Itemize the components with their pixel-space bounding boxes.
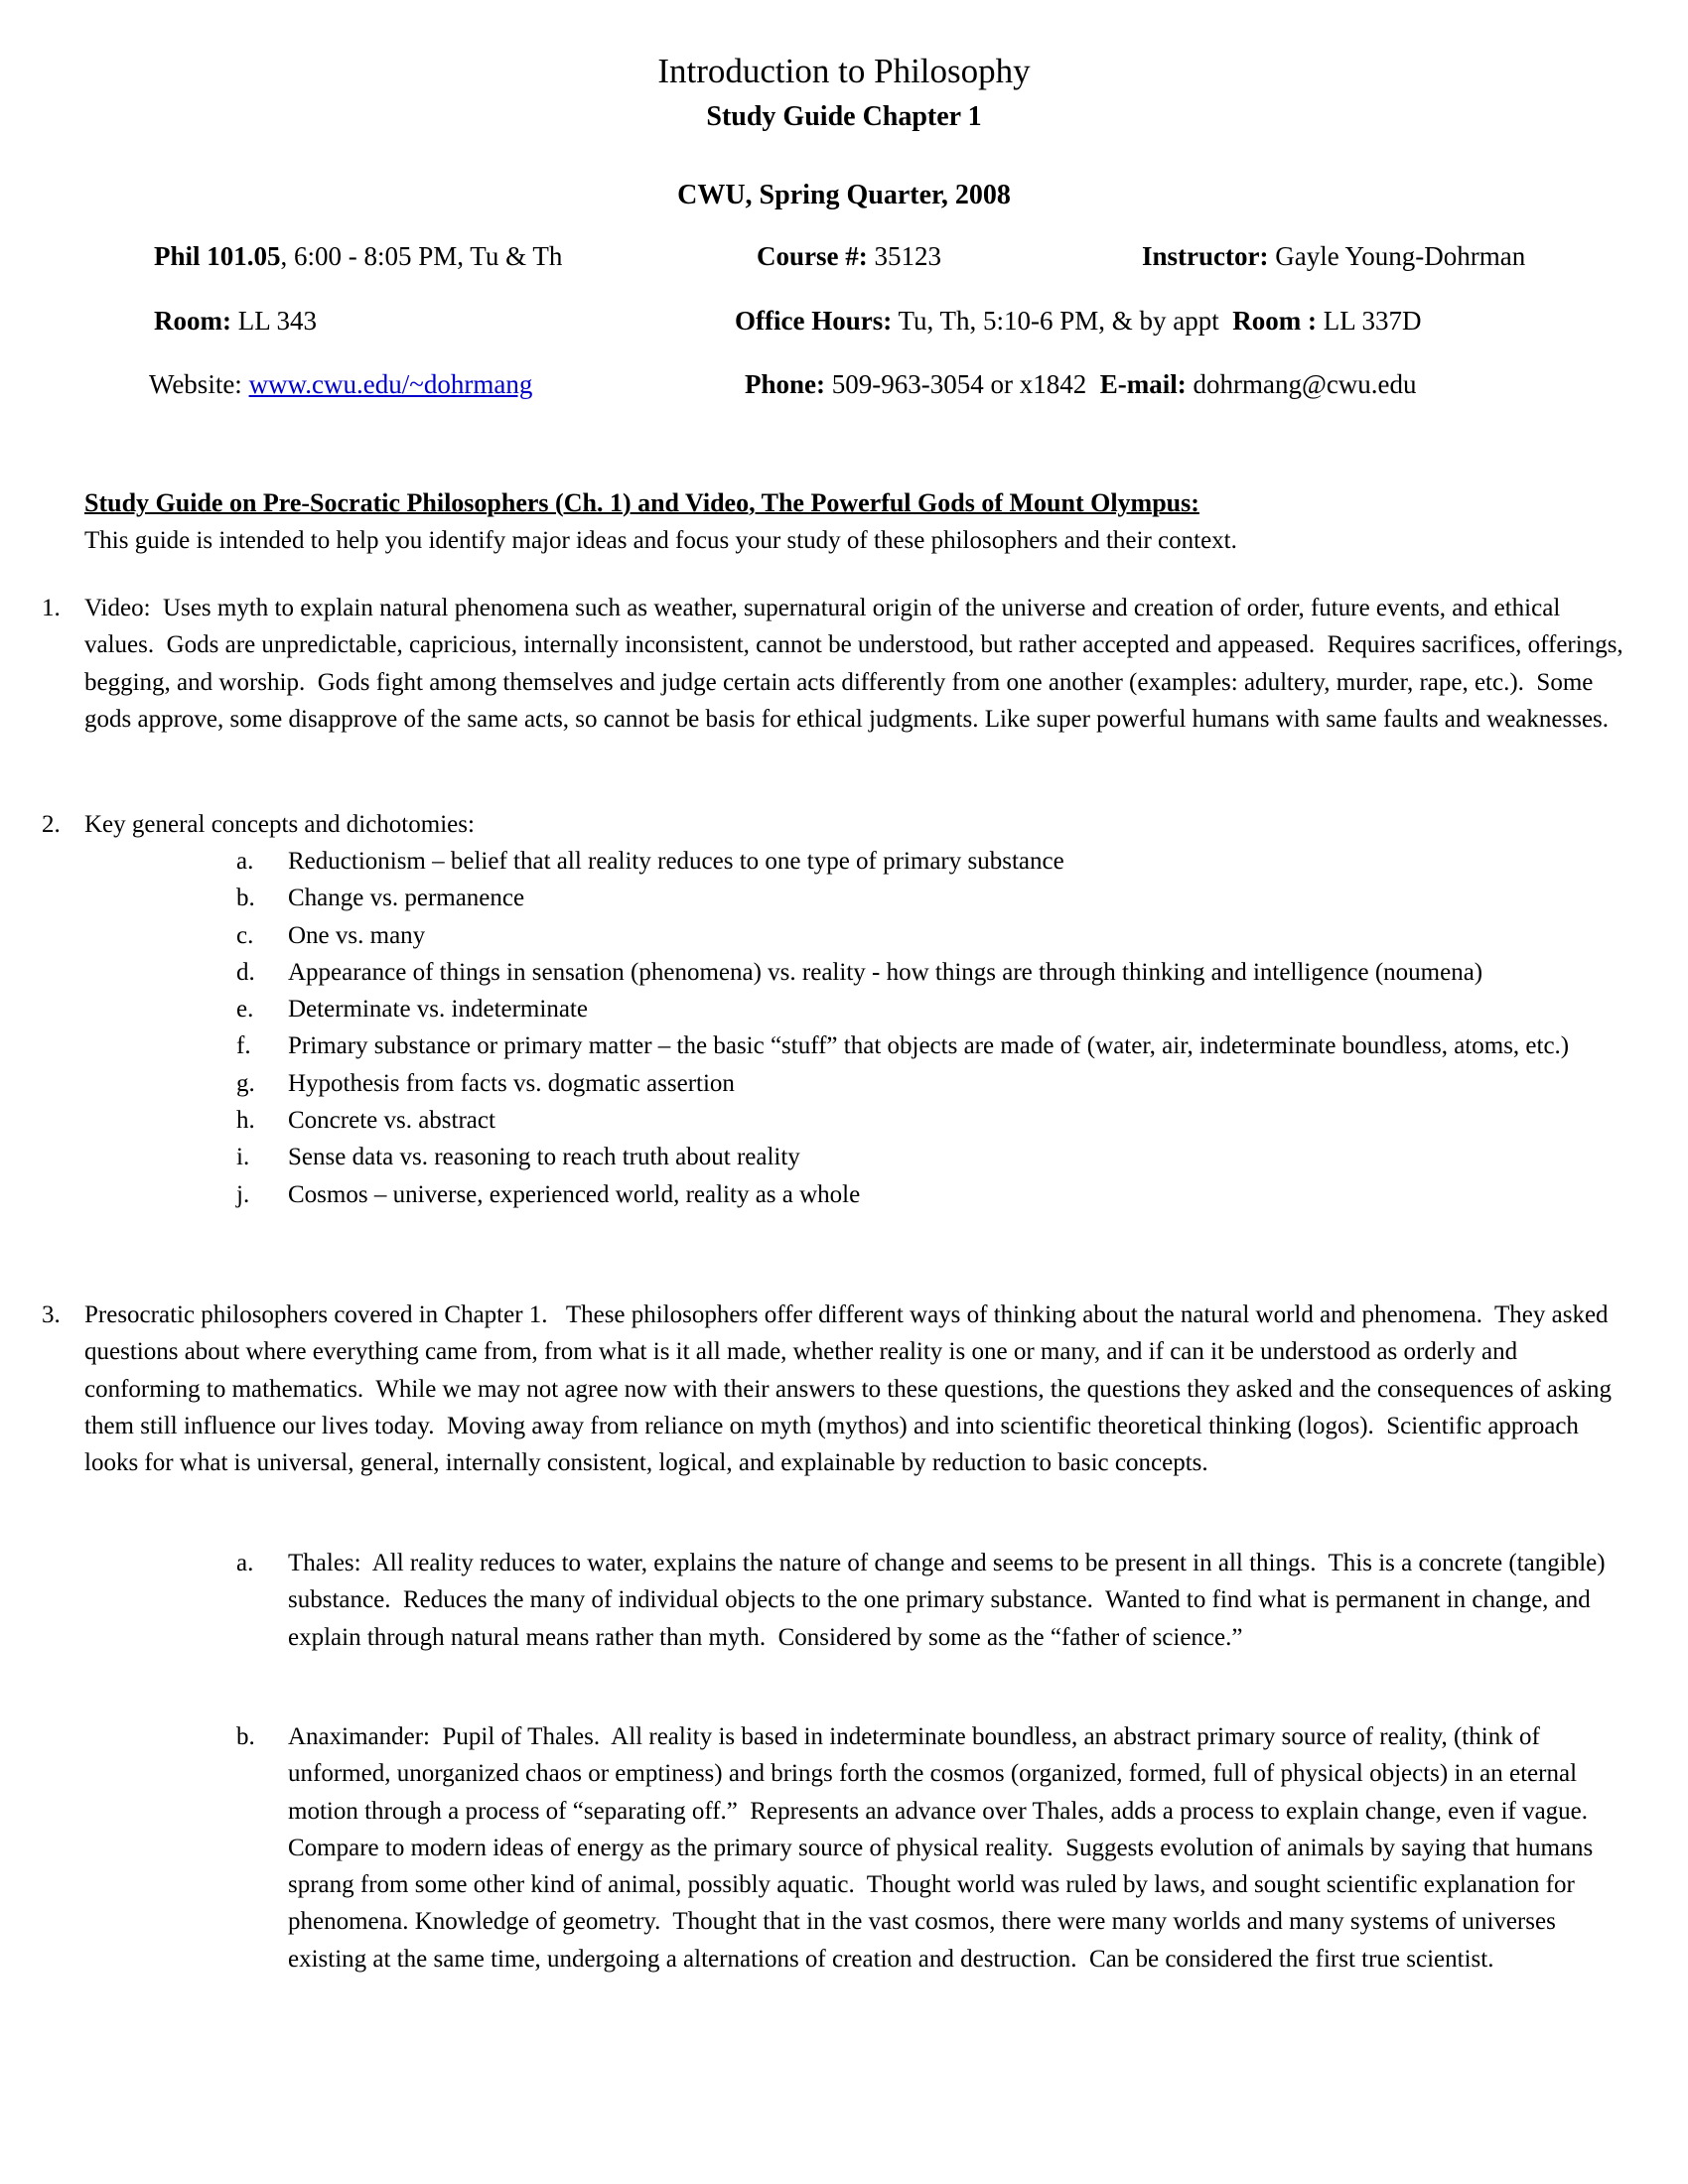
list-marker-3: 3. [42,1301,61,1328]
website-label: Website: [149,369,249,399]
item-philosophers-text: Presocratic philosophers covered in Chapter 1. These philosophers offer different ways of thinking about the natural world and phenomena. They asked questions about where everything came from, from what is it all made, whether reality is one or many, and if can it be understood as orderly and conforming to mathematics. While we may not agree now with their answers to these questions, the questions they asked and the consequences of asking them still influence our lives today. Moving away from reliance on myth (mythos) and into scientific theoretical thinking (logos). Scientific approach looks for what is universal, general, internally consistent, logical, and explainable by reduction to basic concepts. [84,1301,1618,1477]
room-label: Room: [154,306,231,336]
concept-text-h: Concrete vs. abstract [288,1107,495,1135]
course-code-label: Phil 101.05 [154,241,281,271]
concept-text-b: Change vs. permanence [288,885,525,912]
concept-item-g [236,1065,1617,1102]
office-room-label: Room : [1232,306,1318,336]
guide-intro: This guide is intended to help you identify major ideas and focus your study of these philosophers and their context. [84,527,1237,554]
page-title: Introduction to Philosophy [657,52,1031,90]
page-subtitle: Study Guide Chapter 1 [706,101,982,132]
list-marker-e: e. [236,996,254,1024]
concept-text-j: Cosmos – universe, experienced world, reality as a whole [288,1180,861,1208]
philosopher-anaximander [236,1718,1617,1978]
list-marker-f: f. [236,1032,251,1060]
course-number-label: Course #: [757,241,868,271]
philosopher-thales [236,1545,1617,1656]
guide-heading: Study Guide on Pre-Socratic Philosophers (Ch. 1) and Video, The Powerful Gods of Mount Olympus: [84,488,1199,517]
concept-item-d [236,954,1617,991]
website [149,367,532,401]
list-marker-j: j. [236,1180,250,1208]
office-hours-value: Tu, Th, 5:10-6 PM, & by appt [892,306,1233,336]
philosopher-anaximander-text: Anaximander: Pupil of Thales. All reality is based in indeterminate boundless, an abstract primary source of reality, (think of unformed, unorganized chaos or emptiness) and brings forth the cosmos (organized, formed, full of physical objects) in an eternal motion through a process of “separating off.” Represents an advance over Thales, adds a process to explain change, even if vague. Compare to modern ideas of energy as the primary source of physical reality. Suggests evolution of animals by saying that humans sprang from some other kind of animal, possibly aquatic. Thought world was ruled by laws, and sought scientific explanation for phenomena. Knowledge of geometry. Thought that in the vast cosmos, there were many worlds and many systems of universes existing at the same time, undergoing a alternations of creation and destruction. Can be considered the first true scientist. [288,1723,1601,1973]
item-philosophers [42,1297,1633,1481]
room-value: LL 343 [230,306,317,336]
office-room-value: LL 337D [1317,306,1422,336]
concept-item-e [236,991,1617,1027]
philosopher-thales-text: Thales: All reality reduces to water, explains the nature of change and seems to be present in all things. This is a concrete (tangible) substance. Reduces the many of individual objects to the one primary substance. Wanted to find what is permanent in change, and explain through natural means rather than myth. Considered by some as the “father of science.” [288,1550,1612,1651]
concept-item-h [236,1102,1617,1139]
item-video-text: Video: Uses myth to explain natural phenomena such as weather, supernatural origin of the universe and creation of order, future events, and ethical values. Gods are unpredictable, capricious, internally inconsistent, cannot be understood, but rather accepted and appeased. Requires sacrifices, offerings, begging, and worship. Gods fight among themselves and judge certain acts differently from one another (examples: adultery, murder, rape, etc.). Some gods approve, some disapprove of the same acts, so cannot be basis for ethical judgments. Like super powerful humans with same faults and weaknesses. [84,595,1629,733]
item-concepts [42,806,1633,843]
concept-text-e: Determinate vs. indeterminate [288,996,588,1024]
instructor [1142,239,1525,273]
concept-item-i [236,1139,1617,1175]
list-marker-g: g. [236,1069,255,1097]
item-concepts-heading: Key general concepts and dichotomies: [84,811,475,838]
instructor-value: Gayle Young-Dohrman [1268,241,1526,271]
concept-text-c: One vs. many [288,921,426,949]
course-number [757,239,941,273]
list-marker-1: 1. [42,595,61,621]
concept-item-c [236,917,1617,954]
concept-text-i: Sense data vs. reasoning to reach truth about reality [288,1144,800,1171]
course-code-detail: , 6:00 - 8:05 PM, Tu & Th [280,241,563,271]
email-value: dohrmang@cwu.edu [1186,369,1417,399]
item-video [42,590,1633,738]
instructor-label: Instructor: [1142,241,1269,271]
concepts-sublist [236,843,1617,1213]
phone-label: Phone: [745,369,825,399]
concept-item-j [236,1176,1617,1213]
list-marker-thales: a. [236,1550,254,1576]
website-link[interactable]: www.cwu.edu/~dohrmang [248,369,533,399]
list-marker-b: b. [236,885,255,912]
list-marker-a: a. [236,848,254,875]
course-number-value: 35123 [867,241,941,271]
concept-text-a: Reductionism – belief that all reality reduces to one type of primary substance [288,848,1064,875]
office-hours-label: Office Hours: [735,306,893,336]
concept-text-d: Appearance of things in sensation (phenomena) vs. reality - how things are through thinking and intelligence (noumena) [288,958,1483,986]
concept-item-a [236,843,1617,880]
list-marker-2: 2. [42,811,61,838]
phone-value: 509-963-3054 or x1842 [825,369,1100,399]
course-code [154,239,562,273]
list-marker-c: c. [236,921,254,949]
room [154,304,317,338]
phone-email [745,367,1417,401]
concept-text-g: Hypothesis from facts vs. dogmatic assertion [288,1069,735,1097]
concept-text-f: Primary substance or primary matter – the basic “stuff” that objects are made of (water, air, indeterminate boundless, atoms, etc.) [288,1032,1570,1060]
term-line: CWU, Spring Quarter, 2008 [677,180,1011,210]
list-marker-h: h. [236,1107,255,1135]
concept-item-f [236,1027,1617,1064]
list-marker-i: i. [236,1144,250,1171]
list-marker-anaximander: b. [236,1723,255,1750]
concept-item-b [236,880,1617,916]
office-hours [735,304,1422,338]
email-label: E-mail: [1099,369,1187,399]
list-marker-d: d. [236,958,255,986]
